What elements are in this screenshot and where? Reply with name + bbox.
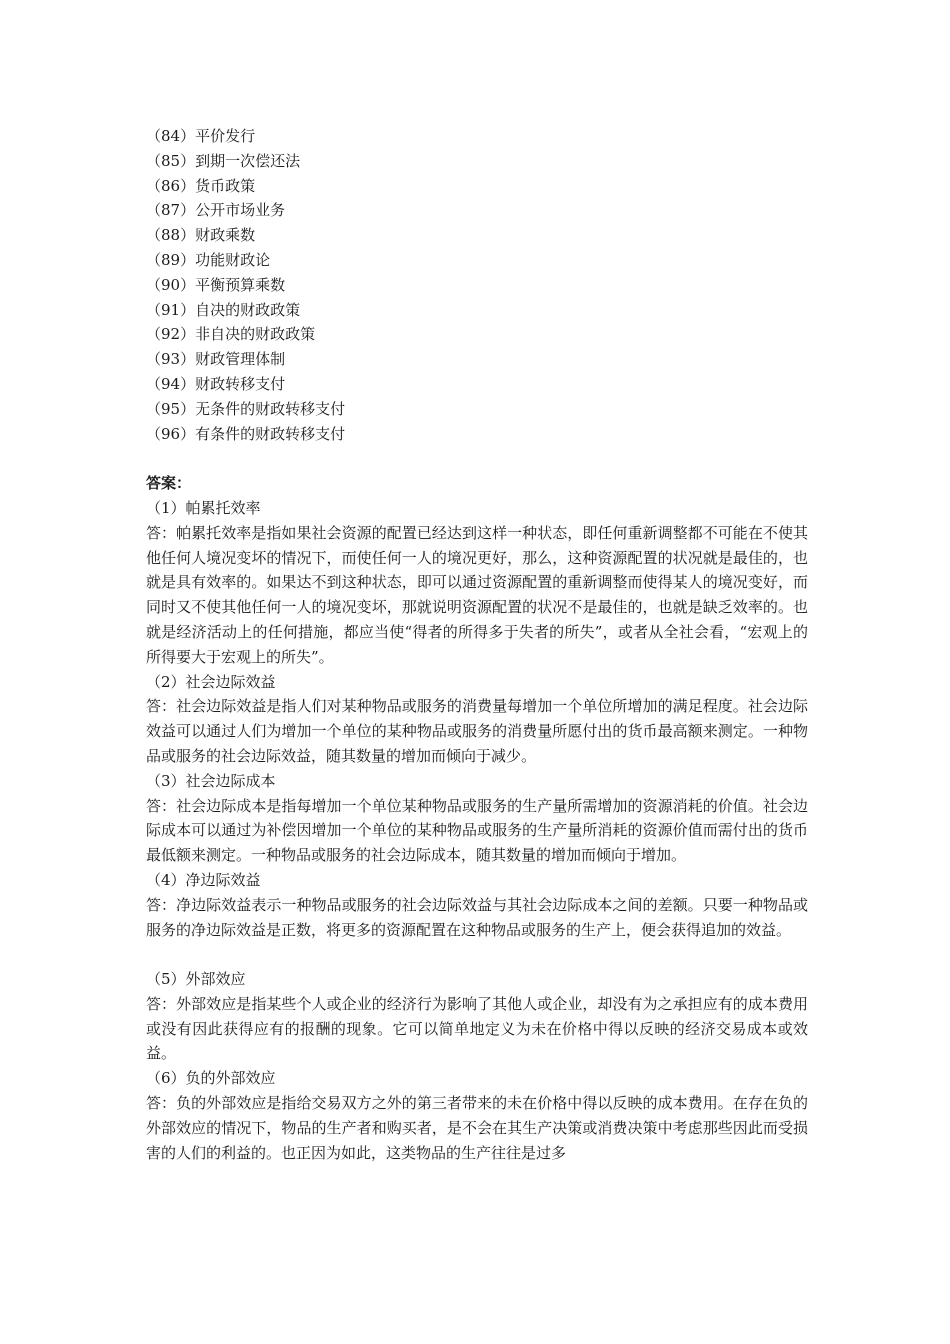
term-item: （89）功能财政论	[146, 250, 271, 269]
term-item: （93）财政管理体制	[146, 350, 286, 369]
term-item: （90）平衡预算乘数	[146, 275, 286, 294]
term-item: （86）货币政策	[146, 176, 256, 195]
term-list	[146, 124, 808, 446]
answer-text: 答：社会边际成本是指每增加一个单位某种物品或服务的生产量所需增加的资源消耗的价值。社会边际成本可以通过为补偿因增加一个单位的某种物品或服务的生产量所消耗的资源价值而需付出的货币最低额来测定。一种物品或服务的社会边际成本，随其数量的增加而倾向于增加。	[146, 796, 808, 865]
answer-text: 答：外部效应是指某些个人或企业的经济行为影响了其他人或企业，却没有为之承担应有的成本费用或没有因此获得应有的报酬的现象。它可以简单地定义为未在价格中得以反映的经济交易成本或效益。	[146, 994, 808, 1063]
answer-title: （4）净边际效益	[146, 870, 261, 889]
answers-heading: 答案：	[146, 474, 192, 493]
term-item: （85）到期一次偿还法	[146, 151, 301, 170]
term-item: （95）无条件的财政转移支付	[146, 399, 346, 418]
answer-title: （2）社会边际效益	[146, 672, 276, 691]
term-item: （94）财政转移支付	[146, 374, 286, 393]
answer-title: （5）外部效应	[146, 970, 246, 989]
term-item: （92）非自决的财政政策	[146, 325, 316, 344]
answer-list	[146, 496, 808, 1166]
term-item: （84）平价发行	[146, 127, 256, 145]
term-item: （91）自决的财政政策	[146, 300, 301, 319]
answer-title: （3）社会边际成本	[146, 771, 276, 790]
term-item: （87）公开市场业务	[146, 201, 286, 220]
blank-line	[146, 942, 808, 967]
answer-title: （6）负的外部效应	[146, 1069, 276, 1088]
answer-text: 答：净边际效益表示一种物品或服务的社会边际效益与其社会边际成本之间的差额。只要一种物品或服务的净边际效益是正数，将更多的资源配置在这种物品或服务的生产上，便会获得追加的效益。	[146, 895, 808, 939]
answer-text: 答：帕累托效率是指如果社会资源的配置已经达到这样一种状态，即任何重新调整都不可能在不使其他任何人境况变坏的情况下，而使任何一人的境况更好，那么，这种资源配置的状况就是最佳的，也就是具有效率的。如果达不到这种状态，即可以通过资源配置的重新调整而使得某人的境况变好，而同时又不使其他任何一人的境况变坏，那就说明资源配置的状况不是最佳的，也就是缺乏效率的。也就是经济活动上的任何措施，都应当使“得者的所得多于失者的所失”，或者从全社会看，“宏观上的所得要大于宏观上的所失”。	[146, 523, 808, 666]
answer-text: 答：社会边际效益是指人们对某种物品或服务的消费量每增加一个单位所增加的满足程度。社会边际效益可以通过人们为增加一个单位的某种物品或服务的消费量所愿付出的货币最高额来测定。一种物品或服务的社会边际效益，随其数量的增加而倾向于减少。	[146, 697, 808, 765]
answer-text: 答：负的外部效应是指给交易双方之外的第三者带来的未在价格中得以反映的成本费用。在存在负的外部效应的情况下，物品的生产者和购买者，是不会在其生产决策或消费决策中考虑那些因此而受损害的人们的利益的。也正因为如此，这类物品的生产往往是过多	[146, 1094, 808, 1162]
term-item: （88）财政乘数	[146, 226, 256, 245]
document-page	[146, 124, 808, 1165]
term-item: （96）有条件的财政转移支付	[146, 424, 346, 443]
answer-title: （1）帕累托效率	[146, 498, 261, 517]
